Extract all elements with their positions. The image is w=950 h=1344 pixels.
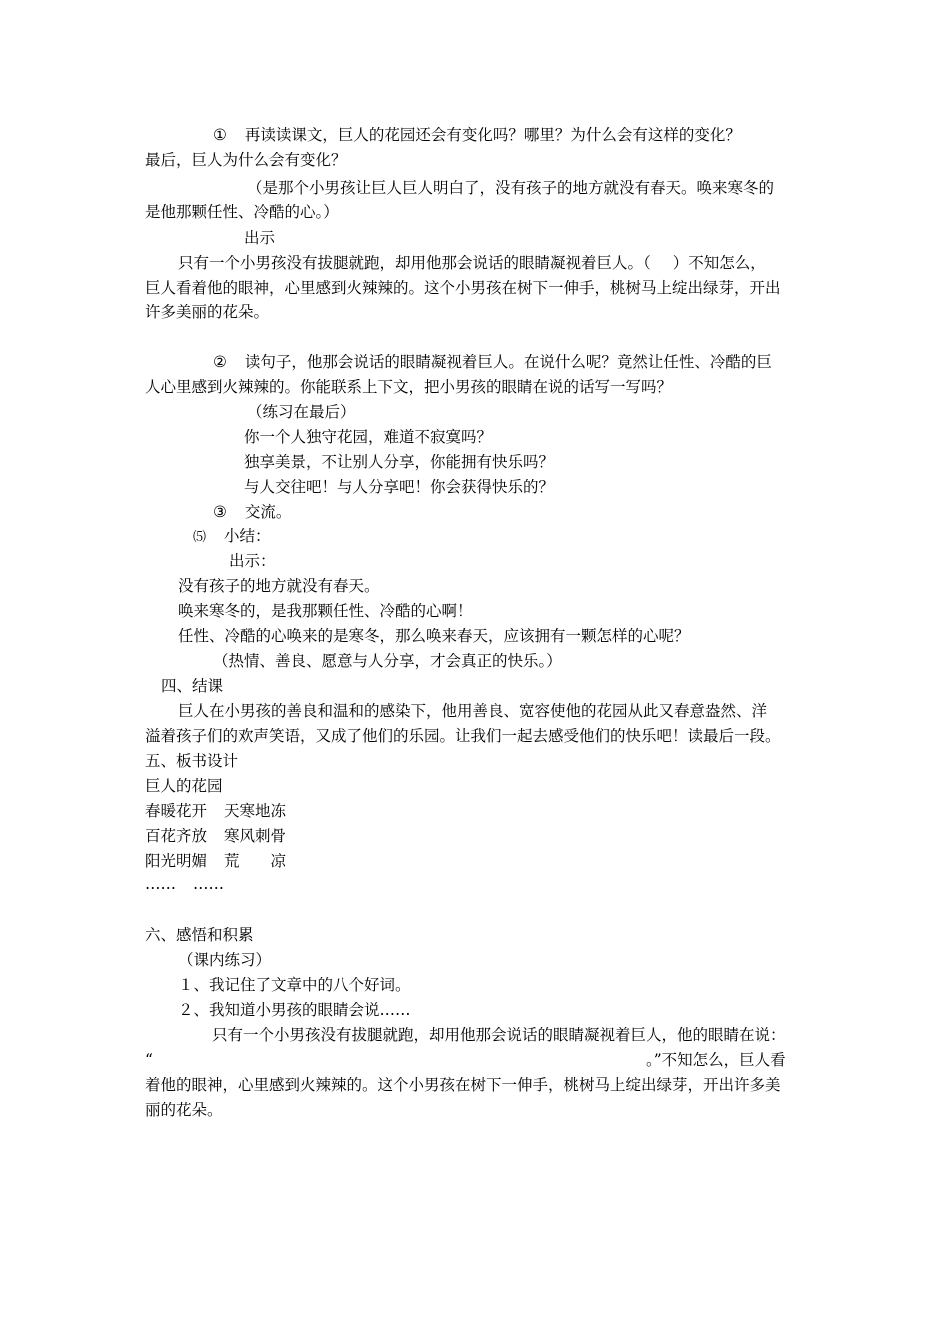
board-title: 巨人的花园 xyxy=(145,777,223,795)
board-cell-left: 百花齐放 xyxy=(145,827,208,845)
summary-heading xyxy=(193,526,271,548)
summary-line-4: （热情、善良、愿意与人分享，才会真正的快乐。） xyxy=(213,652,562,670)
question-2 xyxy=(213,352,772,372)
board-cell-left: 阳光明媚 xyxy=(145,852,208,870)
exercise-passage-line-3: 着他的眼神，心里感到火辣辣的。这个小男孩在树下一伸手，桃树马上绽出绿芽，开出许多美 xyxy=(145,1076,781,1094)
question-1-text: 再读读课文，巨人的花园还会有变化吗？哪里？为什么会有这样的变化？ xyxy=(244,126,741,144)
open-quote: “ xyxy=(145,1051,153,1069)
board-row xyxy=(145,801,286,821)
eye-speech-line-3: 与人交往吧！与人分享吧！你会获得快乐的？ xyxy=(244,478,555,496)
show-label-2: 出示： xyxy=(229,552,276,570)
board-cell-right: 寒风刺骨 xyxy=(224,827,287,845)
board-cell-right: 荒 凉 xyxy=(224,852,287,870)
section-4-heading: 四、结课 xyxy=(161,677,224,695)
summary-line-1: 没有孩子的地方就没有春天。 xyxy=(178,577,380,595)
board-row xyxy=(145,874,224,894)
exercise-item-2: ２、我知道小男孩的眼睛会说…… xyxy=(178,1001,411,1019)
summary-line-3: 任性、冷酷的心唤来的是寒冬，那么唤来春天，应该拥有一颗怎样的心呢？ xyxy=(178,627,690,645)
question-2-number: ② xyxy=(213,353,227,371)
section-6-heading: 六、感悟和积累 xyxy=(145,926,254,944)
exercise-passage-line-1: 只有一个小男孩没有拔腿就跑，却用他那会说话的眼睛凝视着巨人，他的眼睛在说： xyxy=(212,1026,786,1044)
conclusion-line-1: 巨人在小男孩的善良和温和的感染下，他用善良、宽容使他的花园从此又春意盎然、洋 xyxy=(178,702,768,720)
board-cell-right: …… xyxy=(193,875,224,893)
answer-1-line-1: （是那个小男孩让巨人巨人明白了，没有孩子的地方就没有春天。唤来寒冬的 xyxy=(247,179,775,197)
eye-speech-line-2: 独享美景，不让别人分享，你能拥有快乐吗？ xyxy=(244,453,555,471)
board-cell-right: 天寒地冻 xyxy=(224,802,287,820)
conclusion-line-2: 溢着孩子们的欢声笑语，又成了他们的乐园。让我们一起去感受他们的快乐吧！读最后一段。 xyxy=(145,727,781,745)
question-1-line-2: 最后，巨人为什么会有变化？ xyxy=(145,151,347,169)
section-5-heading: 五、板书设计 xyxy=(145,752,239,770)
question-1 xyxy=(213,125,741,145)
eye-speech-line-1: 你一个人独守花园，难道不寂寞吗？ xyxy=(244,428,493,446)
exercise-item-1: １、我记住了文章中的八个好词。 xyxy=(178,976,411,994)
passage-1-part-a: 只有一个小男孩没有拔腿就跑，却用他那会说话的眼睛凝视着巨人。（ xyxy=(178,254,651,272)
board-row xyxy=(145,826,286,846)
passage-1-part-b: ）不知怎么， xyxy=(672,254,766,272)
exercise-note: （练习在最后） xyxy=(247,403,356,421)
passage-1-line-2: 巨人看着他的眼神，心里感到火辣辣的。这个小男孩在树下一伸手，桃树马上绽出绿芽，开出 xyxy=(145,279,781,297)
passage-1-line-3: 许多美丽的花朵。 xyxy=(145,303,270,321)
exercise-passage-line-4: 丽的花朵。 xyxy=(145,1101,223,1119)
summary-line-2: 唤来寒冬的，是我那颗任性、冷酷的心啊！ xyxy=(178,602,473,620)
question-3-text: 交流。 xyxy=(244,503,292,521)
question-3 xyxy=(213,502,291,522)
passage-1-line-1 xyxy=(178,253,766,273)
show-label-1: 出示 xyxy=(244,229,276,247)
summary-number: ⑸ xyxy=(193,530,207,545)
question-1-number: ① xyxy=(213,126,227,144)
board-cell-left: …… xyxy=(145,875,176,893)
question-3-number: ③ xyxy=(213,503,227,521)
answer-1-line-2: 是他那颗任性、冷酷的心。） xyxy=(145,203,339,221)
summary-label: 小结： xyxy=(224,527,271,545)
in-class-exercise-label: （课内练习） xyxy=(178,951,272,969)
question-2-text: 读句子，他那会说话的眼睛凝视着巨人。在说什么呢？竟然让任性、冷酷的巨 xyxy=(244,353,772,371)
board-row xyxy=(145,851,286,871)
board-cell-left: 春暖花开 xyxy=(145,802,208,820)
exercise-passage-line-2: 。”不知怎么，巨人看 xyxy=(646,1051,786,1069)
question-2-line-2: 人心里感到火辣辣的。你能联系上下文，把小男孩的眼睛在说的话写一写吗？ xyxy=(145,378,673,396)
